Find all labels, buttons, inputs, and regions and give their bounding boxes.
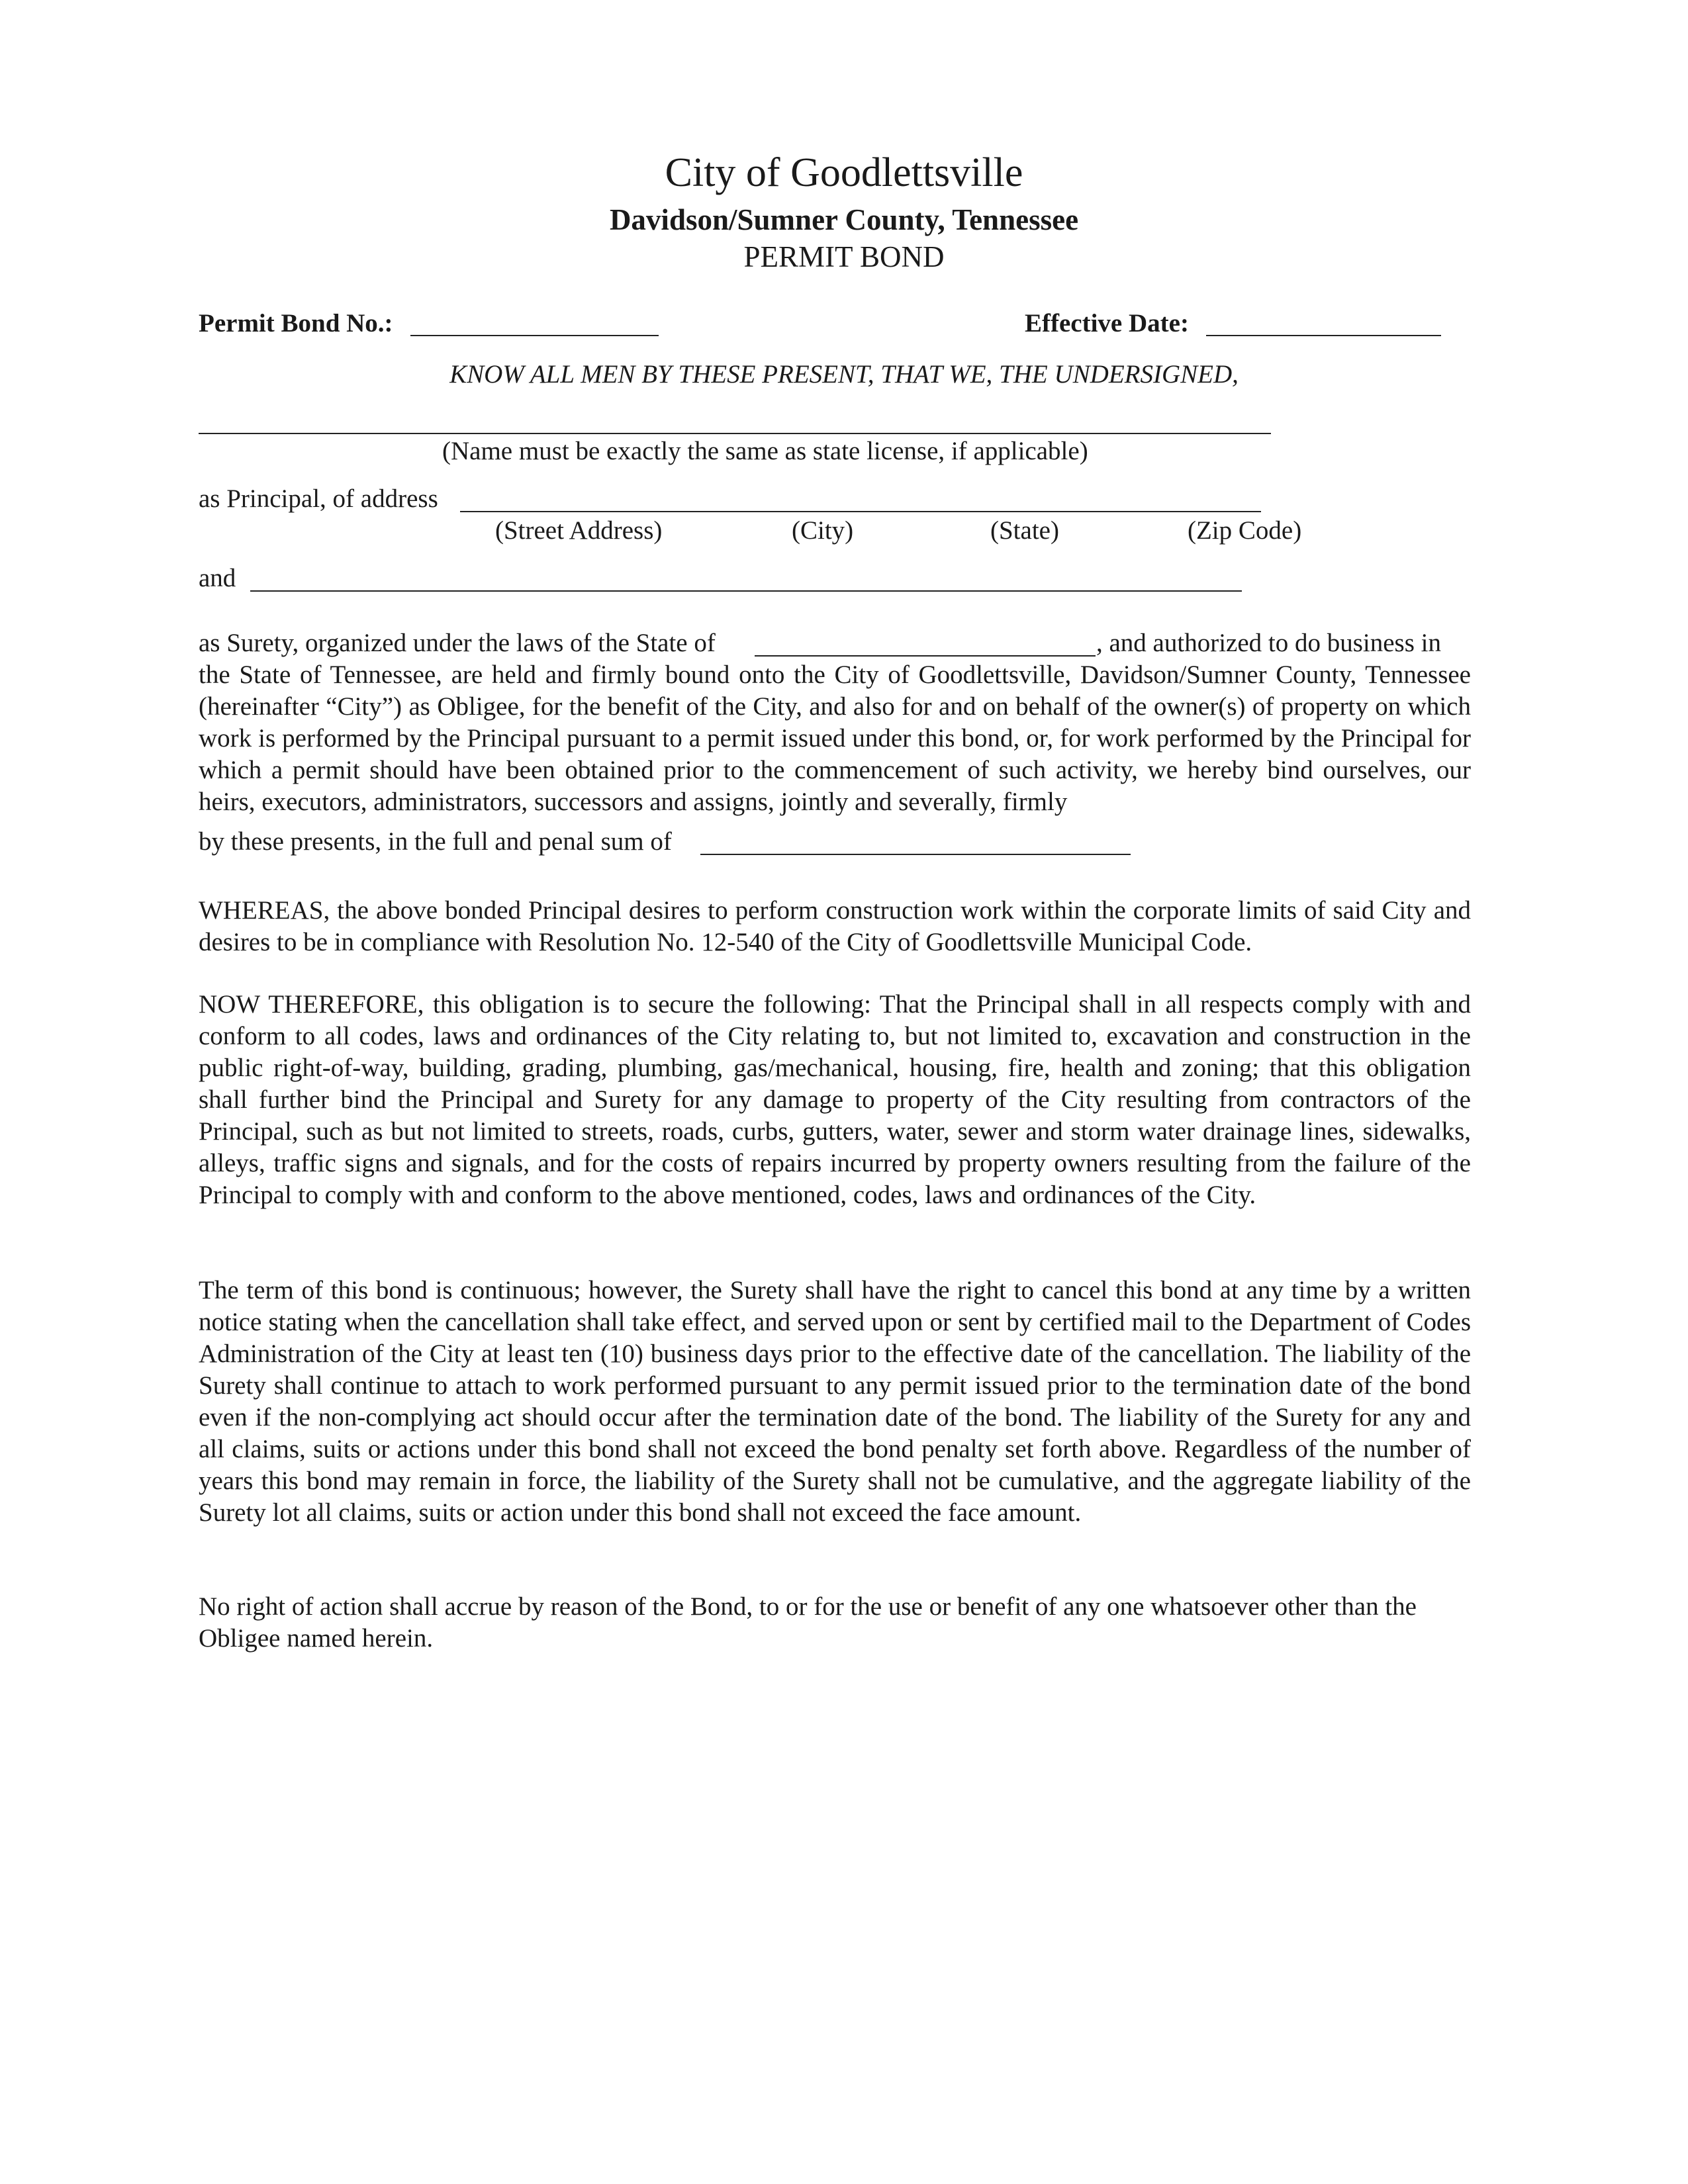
- principal-name-field[interactable]: [199, 433, 1271, 434]
- zip-code-caption: (Zip Code): [1188, 516, 1302, 545]
- county-subtitle: Davidson/Sumner County, Tennessee: [609, 203, 1079, 236]
- penal-sum-field[interactable]: [700, 854, 1131, 855]
- surety-state-suffix: , and authorized to do business in: [1096, 629, 1441, 657]
- form-name: PERMIT BOND: [743, 240, 945, 273]
- effective-date-label: Effective Date:: [1025, 309, 1189, 338]
- permit-bond-no-label: Permit Bond No.:: [199, 309, 393, 338]
- term-paragraph: The term of this bond is continuous; however, the Surety shall have the right to cancel this bond at any time by a written notice stating when the cancellation shall take effect, and served upon or sent by certified mail to the Department of Codes Administration of the City at least ten (10) business days prior to the effective date of the cancellation. The liability of the Surety shall continue to attach to work performed pursuant to any permit issued prior to the termination date of the bond even if the non-complying act should occur after the termination date of the bond. The liability of the Surety for any and all claims, suits or actions under this bond shall not exceed the bond penalty set forth above. Regardless of the number of years this bond may remain in force, the liability of the Surety shall not be cumulative, and the aggregate liability of the Surety lot all claims, suits or action under this bond shall not exceed the face amount.: [199, 1276, 1471, 1527]
- surety-paragraph: the State of Tennessee, are held and firmly bound onto the City of Goodlettsville, Davidson/Sumner County, Tennessee (hereinafter “City”) as Obligee, for the benefit of the City, and also for and on behalf of the owner(s) of property on which work is performed by the Principal pursuant to a permit issued under this bond, or, for work performed by the Principal for which a permit should have been obtained prior to the commencement of such activity, we hereby bind ourselves, our heirs, executors, administrators, successors and assigns, jointly and severally, firmly: [199, 660, 1471, 816]
- and-label: and: [199, 564, 236, 592]
- city-caption: (City): [792, 516, 854, 545]
- surety-state-field[interactable]: [755, 655, 1096, 657]
- no-right-paragraph: No right of action shall accrue by reason of the Bond, to or for the use or benefit of any one whatsoever other than the Obligee named herein.: [199, 1592, 1417, 1653]
- whereas-paragraph: WHEREAS, the above bonded Principal desires to perform construction work within the corporate limits of said City and desires to be in compliance with Resolution No. 12-540 of the City of Goodlettsville Municipal Code.: [199, 896, 1471, 956]
- city-title: City of Goodlettsville: [665, 150, 1023, 195]
- permit-bond-no-field[interactable]: [410, 335, 659, 336]
- principal-address-label: as Principal, of address: [199, 484, 438, 513]
- principal-name-caption: (Name must be exactly the same as state license, if applicable): [442, 437, 1088, 465]
- effective-date-field[interactable]: [1206, 335, 1441, 336]
- principal-address-field[interactable]: [460, 511, 1261, 512]
- surety-name-field[interactable]: [250, 590, 1242, 592]
- know-all-men-line: KNOW ALL MEN BY THESE PRESENT, THAT WE, THE UNDERSIGNED,: [449, 360, 1239, 388]
- street-address-caption: (Street Address): [495, 516, 663, 545]
- now-therefore-paragraph: NOW THEREFORE, this obligation is to secure the following: That the Principal shall in all respects comply with and conform to all codes, laws and ordinances of the City relating to, but not limited to, excavation and construction in the public right-of-way, building, grading, plumbing, gas/mechanical, housing, fire, health and zoning; that this obligation shall further bind the Principal and Surety for any damage to property of the City resulting from contractors of the Principal, such as but not limited to streets, roads, curbs, gutters, water, sewer and storm water drainage lines, sidewalks, alleys, traffic signs and signals, and for the costs of repairs incurred by property owners resulting from the failure of the Principal to comply with and conform to the above mentioned, codes, laws and ordinances of the City.: [199, 990, 1471, 1209]
- state-caption: (State): [990, 516, 1059, 545]
- penal-sum-label: by these presents, in the full and penal sum of: [199, 827, 672, 856]
- surety-state-prefix: as Surety, organized under the laws of the State of: [199, 629, 716, 657]
